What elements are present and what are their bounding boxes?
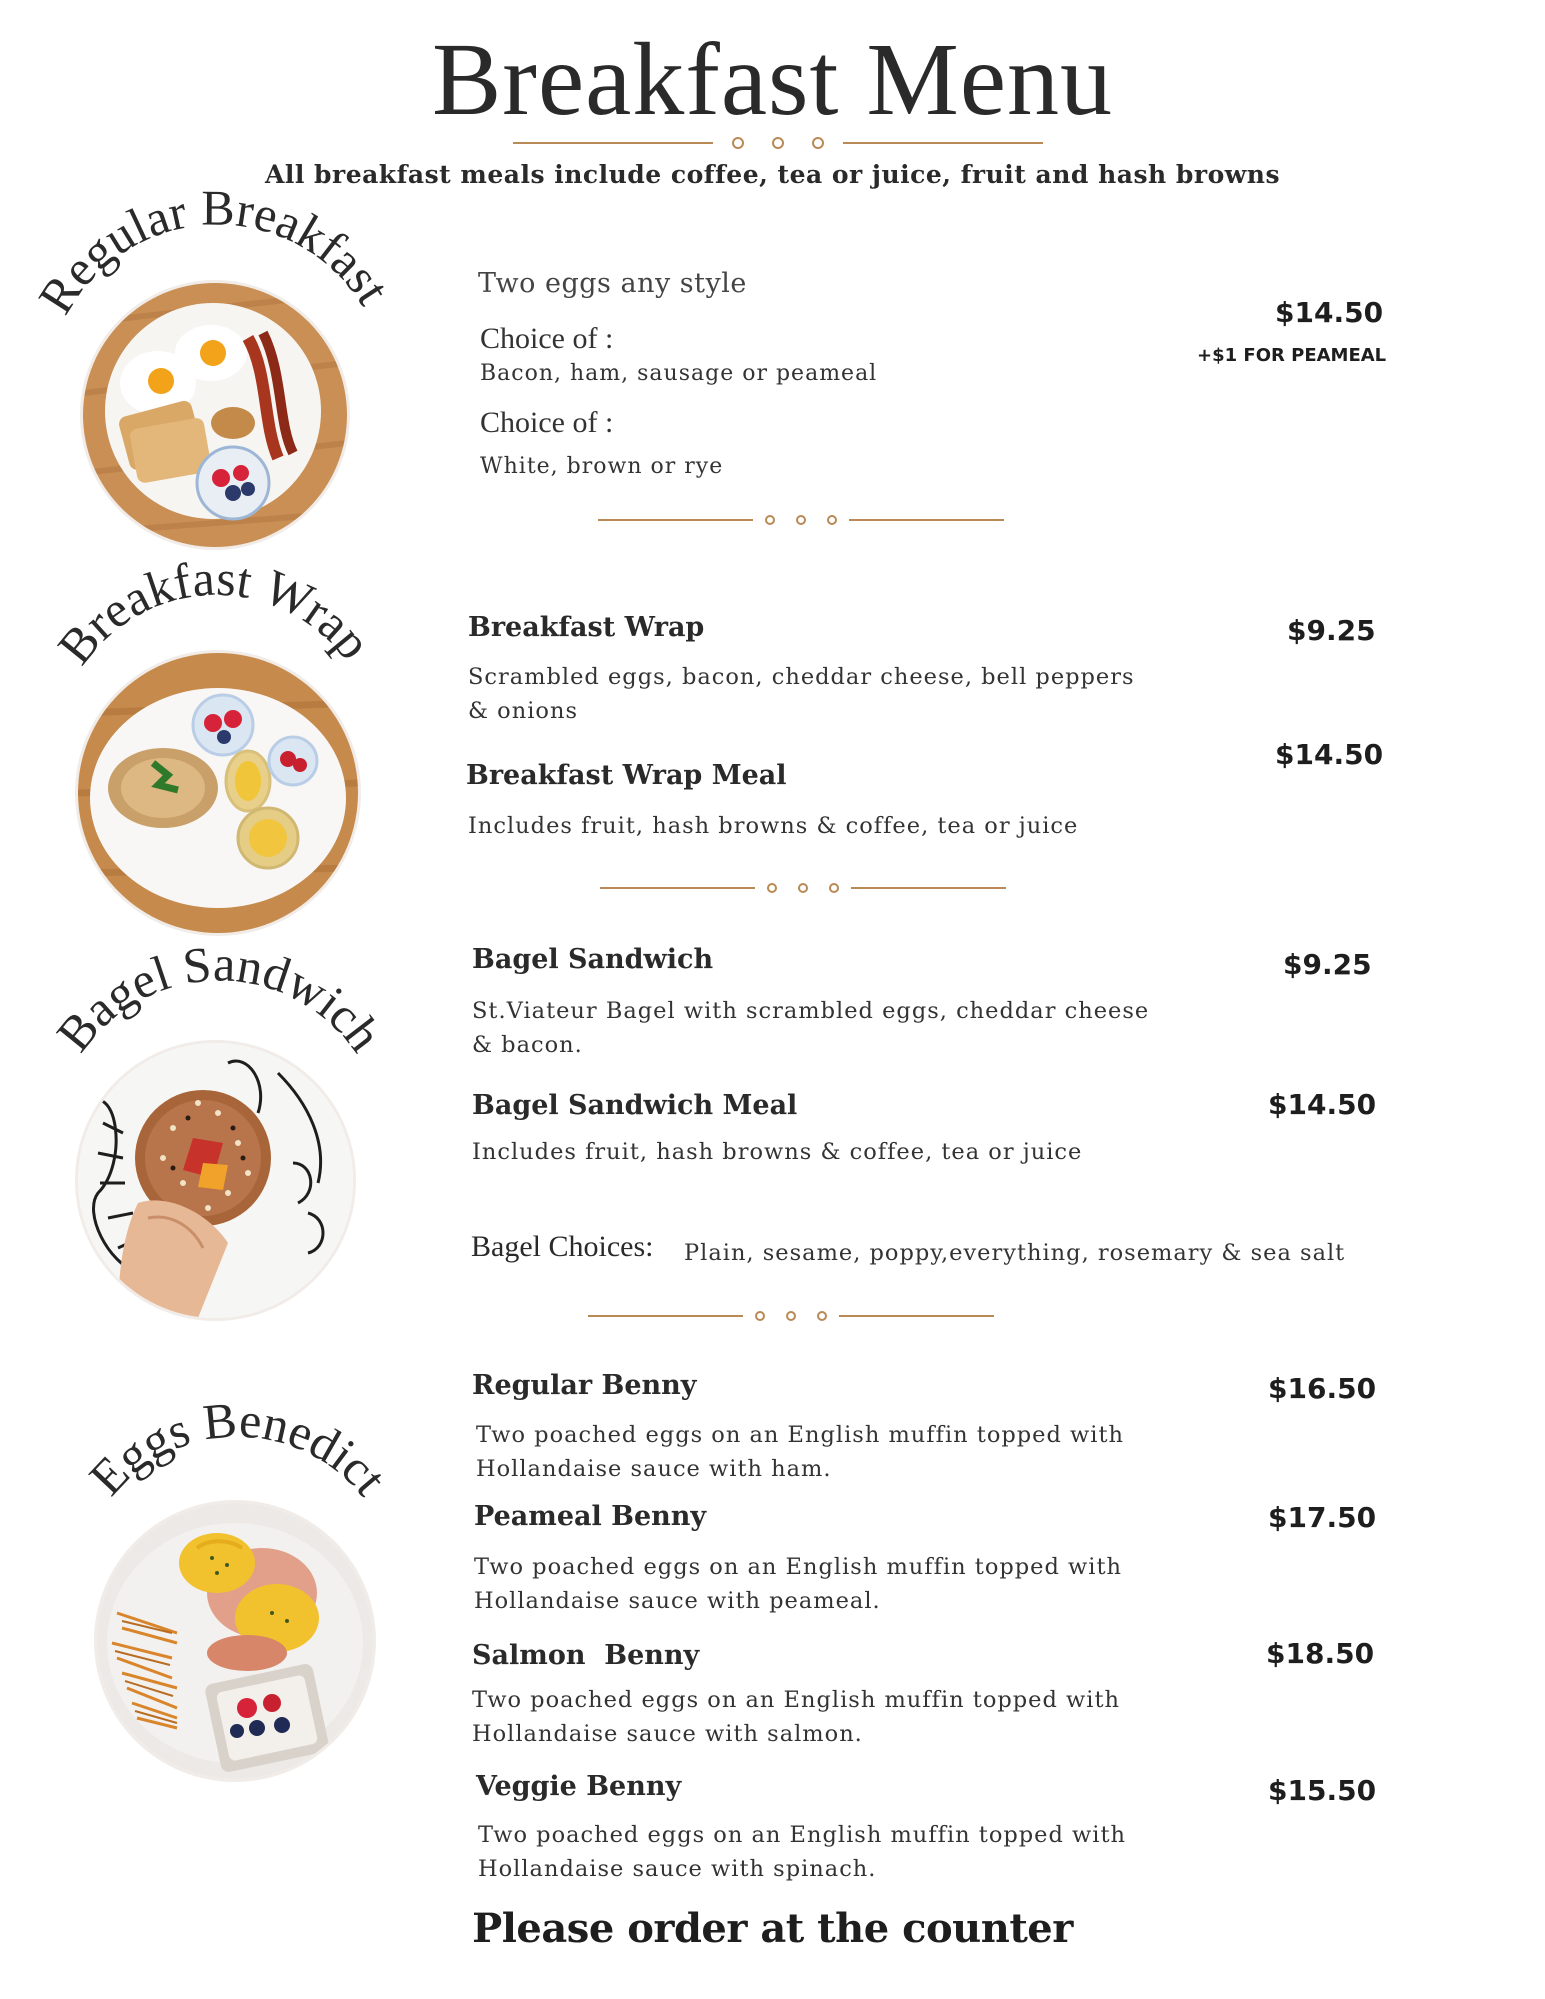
bagel-sandwich-photo <box>78 1043 353 1318</box>
item-desc-salmon-benny: Two poached eggs on an English muffin topped with Hollandaise sauce with salmon. <box>472 1687 1121 1747</box>
item-desc-regular-benny: Two poached eggs on an English muffin topped with Hollandaise sauce with ham. <box>476 1422 1125 1482</box>
price-breakfast-wrap-meal: $14.50 <box>1275 738 1384 771</box>
price-regular-breakfast: $14.50 <box>1275 296 1384 329</box>
item-name-peameal-benny: Peameal Benny <box>474 1501 707 1532</box>
svg-text:Breakfast Wrap: Breakfast Wrap <box>46 549 383 675</box>
section-divider-1 <box>598 510 1004 530</box>
item-desc-bagel-sandwich-meal: Includes fruit, hash browns & coffee, tea or juice <box>472 1139 1083 1165</box>
header-divider <box>513 133 1043 153</box>
price-regular-benny: $16.50 <box>1268 1372 1377 1405</box>
eggs-benedict-photo <box>97 1503 373 1779</box>
regular-breakfast-photo <box>83 283 347 547</box>
menu-subtitle: All breakfast meals include coffee, tea or juice, fruit and hash browns <box>264 160 1281 189</box>
price-veggie-benny: $15.50 <box>1268 1774 1377 1807</box>
svg-text:Regular Breakfast: Regular Breakfast <box>27 179 402 323</box>
item-name-regular-benny: Regular Benny <box>472 1370 697 1401</box>
section-divider-3 <box>588 1306 994 1326</box>
section-divider-2 <box>600 878 1006 898</box>
item-desc-bagel-sandwich: St.Viateur Bagel with scrambled eggs, cheddar cheese & bacon. <box>472 998 1150 1058</box>
price-bagel-sandwich: $9.25 <box>1283 948 1372 981</box>
price-bagel-sandwich-meal: $14.50 <box>1268 1088 1377 1121</box>
price-salmon-benny: $18.50 <box>1266 1637 1375 1670</box>
item-name-two-eggs: Two eggs any style <box>478 268 747 299</box>
item-name-breakfast-wrap: Breakfast Wrap <box>468 612 705 643</box>
choice-options-bread: White, brown or rye <box>480 454 724 479</box>
peameal-surcharge-note: +$1 FOR PEAMEAL <box>1197 345 1387 366</box>
choice-options-protein: Bacon, ham, sausage or peameal <box>480 361 878 386</box>
price-breakfast-wrap: $9.25 <box>1287 614 1376 647</box>
item-name-salmon-benny: Salmon Benny <box>472 1640 700 1671</box>
svg-text:Bagel Sandwich: Bagel Sandwich <box>45 935 393 1062</box>
choice-label-protein: Choice of : <box>480 322 614 355</box>
item-name-bagel-sandwich: Bagel Sandwich <box>472 944 714 975</box>
item-desc-veggie-benny: Two poached eggs on an English muffin topped with Hollandaise sauce with spinach. <box>478 1822 1127 1882</box>
order-at-counter-footer: Please order at the counter <box>472 1905 1073 1952</box>
bagel-choices-text: Plain, sesame, poppy,everything, rosemary & sea salt <box>684 1240 1346 1266</box>
menu-title: Breakfast Menu <box>431 22 1114 137</box>
choice-label-bread: Choice of : <box>480 406 614 439</box>
item-name-breakfast-wrap-meal: Breakfast Wrap Meal <box>466 760 787 791</box>
svg-text:Eggs Benedict: Eggs Benedict <box>78 1391 399 1506</box>
item-desc-peameal-benny: Two poached eggs on an English muffin topped with Hollandaise sauce with peameal. <box>474 1554 1123 1614</box>
bagel-choices-label: Bagel Choices: <box>471 1230 654 1263</box>
breakfast-wrap-photo <box>78 653 358 933</box>
item-desc-breakfast-wrap-meal: Includes fruit, hash browns & coffee, tea or juice <box>468 813 1079 839</box>
price-peameal-benny: $17.50 <box>1268 1501 1377 1534</box>
item-name-veggie-benny: Veggie Benny <box>476 1771 682 1802</box>
item-name-bagel-sandwich-meal: Bagel Sandwich Meal <box>472 1090 798 1121</box>
item-desc-breakfast-wrap: Scrambled eggs, bacon, cheddar cheese, bell peppers & onions <box>468 664 1135 724</box>
